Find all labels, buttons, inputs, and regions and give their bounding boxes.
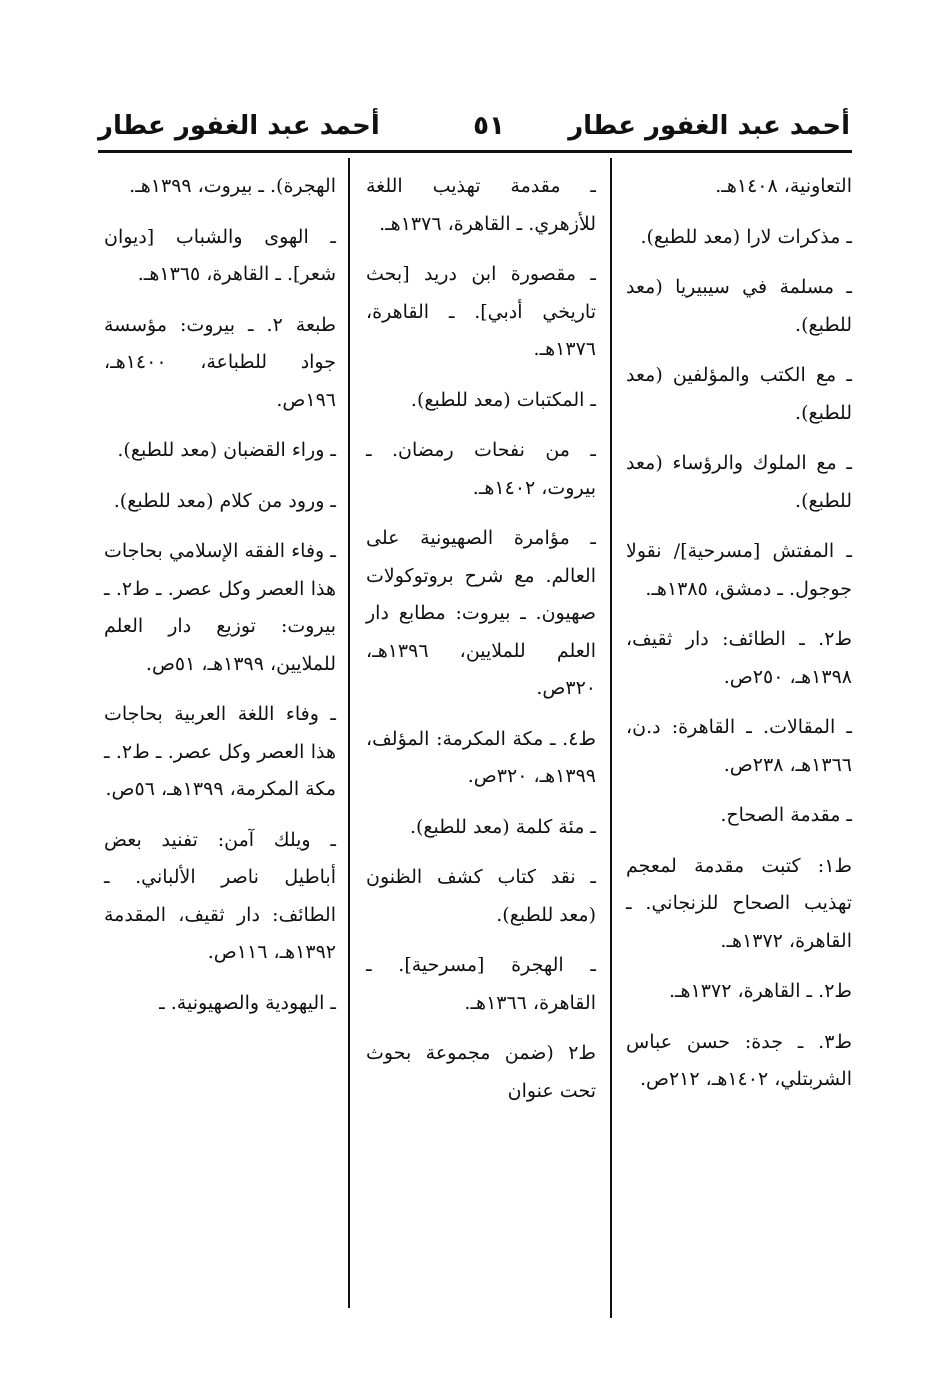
running-head-author-right: أحمد عبد الغفور عطار	[568, 111, 850, 141]
bibliography-entry: ـ الهجرة [مسرحية]. ـ القاهرة، ١٣٦٦هـ.	[366, 954, 596, 1014]
bibliography-entry: ط١: كتبت مقدمة لمعجم تهذيب الصحاح للزنجاني. ـ القاهرة، ١٣٧٢هـ.	[626, 854, 852, 952]
bibliography-entry: الهجرة). ـ بيروت، ١٣٩٩هـ.	[129, 175, 336, 197]
bibliography-entry: ـ مؤامرة الصهيونية على العالم. مع شرح بروتوكولات صهيون. ـ بيروت: مطابع دار العلم للملايين، ١٣٩٦هـ، ٣٢٠ص.	[366, 527, 596, 699]
bibliography-entry: ط٤. ـ مكة المكرمة: المؤلف، ١٣٩٩هـ، ٣٢٠ص.	[366, 727, 596, 787]
bibliography-entry: ـ مذكرات لارا (معد للطبع).	[640, 225, 852, 248]
bibliography-entry: ـ وفاء الفقه الإسلامي بحاجات هذا العصر وكل عصر. ـ ط٢. ـ بيروت: توزيع دار العلم للملايين، ١٣٩٩هـ، ٥١ص.	[104, 540, 336, 675]
bibliography-entry: طبعة ٢. ـ بيروت: مؤسسة جواد للطباعة، ١٤٠٠هـ، ١٩٦ص.	[104, 313, 336, 411]
bibliography-entry: ط٢. ـ الطائف: دار ثقيف، ١٣٩٨هـ، ٢٥٠ص.	[626, 628, 852, 688]
bibliography-entry: ـ من نفحات رمضان. ـ بيروت، ١٤٠٢هـ.	[366, 439, 596, 499]
running-head-author-left: أحمد عبد الغفور عطار	[98, 111, 380, 141]
bibliography-entry: ـ ويلك آمن: تفنيد بعض أباطيل ناصر الألباني. ـ الطائف: دار ثقيف، المقدمة ١٣٩٢هـ، ١١٦ص.	[104, 828, 336, 963]
bibliography-entry: ـ مسلمة في سيبيريا (معد للطبع).	[626, 276, 852, 336]
bibliography-entry: ـ المفتش [مسرحية]/ نقولا جوجول. ـ دمشق، ١٣٨٥هـ.	[626, 540, 852, 600]
bibliography-entry: ـ وراء القضبان (معد للطبع).	[117, 439, 336, 461]
bibliography-entry: ـ نقد كتاب كشف الظنون (معد للطبع).	[366, 866, 596, 926]
bibliography-entry: ط٣. ـ جدة: حسن عباس الشربتلي، ١٤٠٢هـ، ٢١٢ص.	[626, 1030, 852, 1090]
page-header	[98, 104, 850, 148]
header-rule	[98, 150, 852, 153]
bibliography-entry: ـ مقدمة تهذيب اللغة للأزهري. ـ القاهرة، ١٣٧٦هـ.	[366, 175, 596, 235]
bibliography-entry: ـ مع الملوك والرؤساء (معد للطبع).	[626, 452, 852, 512]
bibliography-entry: ط٢. ـ القاهرة، ١٣٧٢هـ.	[668, 980, 852, 1002]
column-divider-left	[348, 158, 350, 1308]
column-divider-right	[610, 158, 612, 1318]
bibliography-entry: ـ مع الكتب والمؤلفين (معد للطبع).	[626, 364, 852, 424]
column-right	[626, 168, 852, 1112]
page-number: ٥١	[473, 111, 505, 141]
bibliography-entry: ـ مقصورة ابن دريد [بحث تاريخي أدبي]. ـ القاهرة، ١٣٧٦هـ.	[366, 263, 596, 360]
bibliography-entry: التعاونية، ١٤٠٨هـ.	[715, 175, 852, 197]
bibliography-entry: ـ مقدمة الصحاح.	[720, 804, 852, 826]
bibliography-entry: ـ المكتبات (معد للطبع).	[410, 388, 596, 411]
bibliography-entry: ـ وفاء اللغة العربية بحاجات هذا العصر وكل عصر. ـ ط٢. ـ مكة المكرمة، ١٣٩٩هـ، ٥٦ص.	[104, 703, 336, 800]
column-left	[104, 168, 336, 1035]
bibliography-entry: ـ مئة كلمة (معد للطبع).	[409, 815, 596, 838]
column-middle	[366, 168, 596, 1123]
bibliography-entry: ط٢ (ضمن مجموعة بحوث تحت عنوان	[366, 1042, 596, 1102]
bibliography-entry: ـ الهوى والشباب [ديوان شعر]. ـ القاهرة، ١٣٦٥هـ.	[104, 225, 336, 285]
bibliography-entry: ـ ورود من كلام (معد للطبع).	[113, 489, 336, 512]
bibliography-entry: ـ اليهودية والصهيونية. ـ	[159, 991, 336, 1014]
bibliography-entry: ـ المقالات. ـ القاهرة: د.ن، ١٣٦٦هـ، ٢٣٨ص.	[626, 716, 852, 776]
